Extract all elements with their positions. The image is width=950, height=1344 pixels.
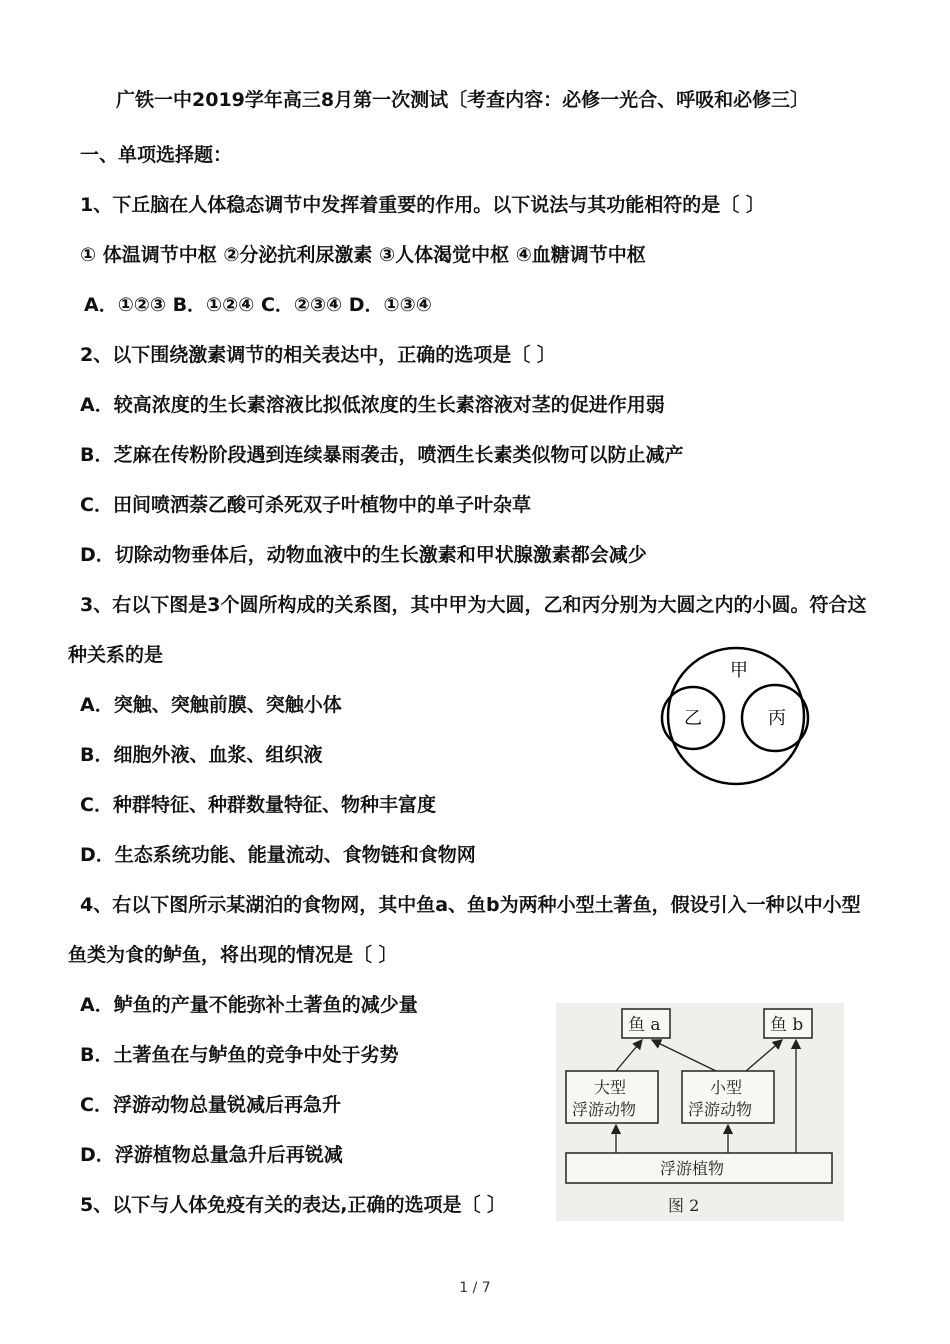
page-number: 1 / 7 [459,1280,491,1296]
q3-option-d: D．生态系统功能、能量流动、食物链和食物网 [80,844,476,866]
q3-option-c: C．种群特征、种群数量特征、物种丰富度 [80,794,436,816]
q3-stem-2: 种关系的是 [68,644,164,666]
q4-option-b: B．土著鱼在与鲈鱼的竞争中处于劣势 [80,1044,399,1066]
q4-stem-1: 4、右以下图所示某湖泊的食物网，其中鱼a、鱼b为两种小型土著鱼，假设引入一种以中小型 [80,894,861,916]
q2-stem: 2、以下围绕激素调节的相关表达中，正确的选项是〔 〕 [80,344,556,366]
q2-option-a: A．较高浓度的生长素溶液比拟低浓度的生长素溶液对茎的促进作用弱 [80,394,665,416]
label-jia: 甲 [730,660,748,681]
q5-stem: 5、以下与人体免疫有关的表达,正确的选项是〔 〕 [80,1194,507,1216]
phytoplankton-label: 浮游植物 [660,1159,725,1178]
label-bing: 丙 [768,708,786,729]
small-zooplankton-line1: 小型 [710,1078,743,1097]
q2-option-d: D．切除动物垂体后，动物血液中的生长激素和甲状腺激素都会减少 [80,544,647,566]
q1-items: ① 体温调节中枢 ②分泌抗利尿激素 ③人体渴觉中枢 ④血糖调节中枢 [80,244,646,266]
label-yi: 乙 [684,708,702,729]
arrow-large-to-fish-a [616,1040,642,1071]
q2-option-b: B．芝麻在传粉阶段遇到连续暴雨袭击，喷洒生长素类似物可以防止减产 [80,444,684,466]
large-zooplankton-line2: 浮游动物 [572,1100,637,1119]
arrow-small-to-fish-a [652,1040,716,1071]
circle-relationship-diagram [658,646,813,786]
small-zooplankton-line2: 浮游动物 [688,1100,753,1119]
q2-option-c: C．田间喷洒萘乙酸可杀死双子叶植物中的单子叶杂草 [80,494,531,516]
food-web-diagram [556,1003,844,1221]
q4-option-c: C．浮游动物总量锐减后再急升 [80,1094,341,1116]
large-zooplankton-line1: 大型 [594,1078,627,1097]
fish-b-label: 鱼 b [770,1015,804,1035]
q4-option-d: D．浮游植物总量急升后再锐减 [80,1144,343,1166]
page-title: 广铁一中2019学年高三8月第一次测试〔考查内容：必修一光合、呼吸和必修三〕 [116,89,810,111]
arrow-small-to-fish-b [746,1040,782,1071]
fish-a-label: 鱼 a [628,1015,661,1035]
q1-options: A．①②③ B．①②④ C．②③④ D．①③④ [84,294,432,316]
section-heading: 一、单项选择题： [80,144,233,166]
q3-option-a: A．突触、突触前膜、突触小体 [80,694,342,716]
q3-option-b: B．细胞外液、血浆、组织液 [80,744,323,766]
q1-stem: 1、下丘脑在人体稳态调节中发挥着重要的作用。以下说法与其功能相符的是〔 〕 [80,194,765,216]
figure-caption: 图 2 [668,1196,700,1215]
q3-stem-1: 3、右以下图是3个圆所构成的关系图，其中甲为大圆，乙和丙分别为大圆之内的小圆。符合这 [80,594,867,616]
q4-option-a: A．鲈鱼的产量不能弥补土著鱼的减少量 [80,994,418,1016]
q4-stem-2: 鱼类为食的鲈鱼，将出现的情况是〔 〕 [68,944,398,966]
